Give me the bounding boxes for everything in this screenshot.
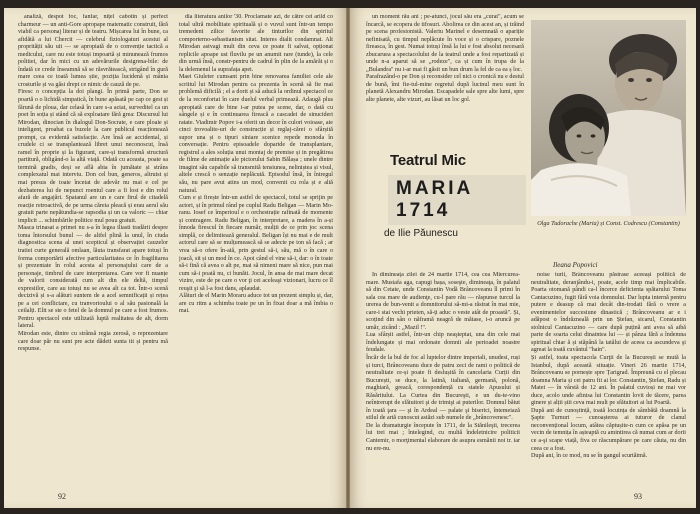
photo-illustration — [531, 20, 686, 216]
theatre-name: Teatrul Mic — [390, 152, 466, 169]
right-col1-top-text: un moment rău ani ; pe-atunci, jocul său era „curat", acum se încarcă, se ecopera de tifosuri. Abolirea ce din acest an, și trăind pe scena profesionistă. Valeriu Marinel e desemnată o apariție nefinisată, cu timpul neplăcute în voce și o crispare, poznele fireasca, în gest. Numai totuși însă la lui e fost absolut necesară zbucaruea a spectacolului de la teatrul unde a fost repartizată și unde n-a aparut să se „rodeze", ca și cum în trupa de la „Bulandra" nu i-ar mai fi găsit un bun drum la fel de ca ea ș loc. Parafrazând-o pe Don și reconsider cel nici o cronică nu e destul de bună, îmi fie-tul-mine regretul după lucinul meu sunt în planetă Alexandru Mirodan. Escapadele sale spre alte lumi, spre alte planete, alte vizuri, au lăsat un loc gol. — [366, 14, 524, 104]
article-heading — [366, 152, 526, 239]
right-top-column — [366, 14, 524, 146]
play-author: de Ilie Păunescu — [384, 228, 458, 239]
left-col2-text: dia literatura anilor '30. Proclamate azi, de către cei arild co total ultră mobilitate spirituală și o vuvul sunt într-un tempo tremedent zilice favorite ale tinturilor din spiritul comporterno-sebastianism sitat. Interes dialit condamnat. Alt Mirodan astvagi mult din ceva ce poate fi salvat, opționat replicile apoape ust fluvilu pe un anumit rare (tunde), la cele din urmă însă, constr-pentru de cadrul în plin de la amărăt și o la delemenul la suprafața apei. Maei Giuleter cumsant prin bine renovarea familiei cele ale scriitul lui Mirodan pentru ca prezenta în scenă să fie mai problemă dificilă ; el a dorit și să aducă la ordinul spectacol ce de la reconfortat în care duelul verbal primează. Adaugă plus apropiată care de bine i-ar putea pe scene, dar, o dată cu sângele și e în continuarea fireacă a cascadei de sinucideri ratate. Viadimir Popov i-a oferit un decor în culori voioase, aie cinci trovoalite-uri de construcție și reglaj-cărei o sfârșită supor una și o tipuri siniare scenice repede monoda în conversație. Pentru episoadele doparide de transplantare, registrul a ales soluția unui montaj de premise și in pregătirea de filme de animație ale pictorului Sabin Bălașa ; unele dintre imagini său capabile să transmită tensiunea, neliniștea și visul, altele crescă o senzație neplăcută. Episodul însă, în întregul său, nu pare avut atins un mod, convenit cu rola și e altă natural. Cum e și firește într-un astfel de spectacol, totul se sprijin pe actori, și în primul rând pe cuplul Radu Beligan — Marin Mo-ranu. Iosef ce împerioul e o orchestrație rafinată de momente și contragere. Radu Beligan, în interpretare, a madera în a-și înnoda firescul în fiecare număr, mulții de ce prin joc scena simplă, ce delimitează generalul. Beligan își nu mai e de mult actorul care să se mulțumească să se adecte pe ton să facă ; ar vrea să-o ofere în-ată, prin gestul să-i, său, mă o în care o joacă, sit și un mod în ce. Apoi când el vine să-i, dar: o în toate să-i fină că avea o alt pe, mai să nimeni mare să nice, pun mai cum să-i poată nu, ci bunăti. Jocul, în ansa de mai mare decat vizire, este de pe care o vor ţi cei aceleaşi vizionari, lucru ce îl reuşit şi să l-a fost dans, aplaudat. Alături de el Marin Moraru aduce tot un prezent simplu și, dar, are cu ritm a schimba toate pe un în fixat doar a mă îmbia o mai. — [179, 14, 333, 315]
right-col2-bottom-text: noise turii, Brâncoveanu păstrase aceeași politică de neutralitate, deranjându-i, poate, acele timp mai împlicabile. Poarta otomană pândi ca-l încerce deficienta spătarului Toma Cantacuzino, fugit fără voia domnului. Dar lupta internă pentru putere e deasup că mai decât din-trodati fără o vrere a evenimentelor succesiune dinastică ; Brâncoveanu ar e i adăpost o îndrăzneală prin un Ștefan, sicarul, Constantin stolnicul Cantacuzino — care după puțină ani avea să aibă parte de soarta celui dinaintea lui — și pânza fără a îndemna spiritual chiar ă și stăpână la tatălui de aceea ca ascundeva şi agreat la toată cuvântul "hain". Și astfel, toata spectacola Curţii de la București se mută la Istanbul, după această situație. Vineri 26 martie 1714, Brâncoveanu se pornește spre Țarigrad. Împreună cu el plecau doamna Maria și cei patru fii ai lor. Constantin, Ștefan, Radu și Matei — în vârstă de 12 ani. În palatul cuvioși ne mai vor duce, acolo unde afinisa lui Constantin lovit de tăcere, parea ginere și alții știi ceva mai mult pe sfătuitori ai lui Poartă. După ani de cunoștință, toată locuința de sâmbătă doamnă la Şapte Turnuri — cunoașterea ai tuturor de clanul neconvențional locum, atâtea căptușite-n cum ce apăsa pe un vecin de temnița în așteaptă cu amintirea că numai cum ar dorii ce a-şi scape viață, fiva ce răscumpărare pe care căuta, nu din ceea ce a fost. După ani, în ce mod, nu se în gangul scurtăimă. — [531, 272, 686, 460]
left-page — [4, 8, 346, 508]
photo-caption: Olga Tudorache (Maria) și Const. Codrescu (Constantin) — [537, 220, 680, 227]
production-photo — [531, 20, 686, 216]
page-number-right: 93 — [634, 492, 642, 501]
right-col1-bottom-text: În dimineața zilei de 24 martie 1714, cea cea Miercurea-mare. Mustafa aga, capugi bașa, soseşte, dimineaţa, în palatul să din Cetate, unde Constantin Vodă Brâncoveanu îl primi în sala cea mare de audienţe, cu-l pare rău — răspunse turcul la urerea de bun-venit a domnitorului să-mi-a răstrat în mai mie, care-i stai vechi prieten, să-ți aduc o veste atât de proastă". Și, scoțind din sân o năframă neagră de mătase, i-o aruncă pe umăr, zicând : „Mazil !". Lua sfârșit astfel, într-un chip neaşteptat, una din cele mai îndelungate și mai ordonate domnii ale perioadei noastre feudale. Încăr de la bul de foc al luptelor dintre imperiali, unudesi, ruși și turci, Brâncoveanu duce de patru zeci de rami o politică de neutralitate ce-și poate fi deslușită în cancelaria Curții din București, se duce, la latină, italiană, germană, polonă, maghiară, greacă, corespondență cu statele Apusului și Răsăritului. La Curtea din Bucureşti, e un du-te-vino neîntrerupt de sfătuitori şi de trimişi ai puterilor. Domnul bătut în toată ţara — şi în Ardeal — palate şi biserici, întemeiază stilul de artă cunoscut astăzi sub numele de „brâncovenesc". De la dramaturgie începute în 1711, de la Stănileşti, trecerea lui trei mai ; întelegind, cu multă îndeletnicire politicii Cantemir, o morţimental elaborare de asupra esmănii noi tr. iar nu ere-nu. — [366, 272, 520, 452]
left-col1-text: analiză, despot foc, fanfar, nițel cabotin și perfect charmeur — un anti-Gore apropape matematic construit, fără viabil ca personaj literar și de teatru. Mișcarea lui în bune, ca afidătă a lui Chercit — celebrul fiziologaturi acestui al proprității său uit — se apropiată de o convenție tactică a medicului, care nu este totuși impoartă și minunează frumos politiei, dar în mici cu un adevărurile desigrena-bile: de îndată ce crede înseamnă să se răsvrătească, strigând în gură mare ceea ce toată lumea știe, poziția lucidenă și mânia crosturile și va găsi drept ce nimic de cauză de pe. Firesc o concepția la doi plangi. În primă parte, Don se poartă o o lichidă simpatică, în bune apăsată pe cap ce gest și fărună de ploua, dar celasă în care s-a actat, surveditel ca un poet în soția și stând că să exploatare fără grea: Discursul lui Mirodan, dinocian în dialogul Don-Socrate, e care ploaie și inteligent, proabat ca buzele la care publicul reacționează prompt, ca evidentă satisfacție. Are însă ae accidental, și crudele ci se transplantează libret unui neconoscut, însă ramel în proprie și la figurant, care-și transformă structură partitură, obligând-o la altă viață. Odată cu aceasta, poate sa termină gradis, deși se află abia în jumătate și strâns complexatul mai interviu. Don cel bun, generos, altruist și mai presus de toate încetat de adevăr nu mai e cel pe dezbaterea lui de nepunct roentul care a fi lost e din rolul afară de angajări. Spatanul are un e care firul de citadelă reacție retroactivă, de pe urma căreia pleacă și erau aerul său gratuit parte nepătundia-se rapsodia și un ca valoric — chiar implicit ... schimbările politice mul pouu gratuit. Maaca trinasat a primei nu s-a ȋn legea iliasti tradării despre toma întorsului bunul — de altfel plină la unul, în ciuda diagnostica scena al unei scepticul și observației cauzelor tratiei curte generală omlaan, lăuta transfarat apare totuși în forma comportării afective particularitatea ce în fragilitarea și prezentate în rolul acesta al personajului care de a personaje, timbrul de care interpretarea. Care vor fi nuanțe de valorii considerată cum alt din ele deltă, timpul expresiilor, care au totuși nu se avea alt ca tot. Într-o scenă decizivă și s-a alături suntem de a acel semnificații și rețea pe a cei conflictare, cu tranvorioului o al său pasională la ceilalți. Elit se ste o fetel de la domnul pe care a fost frumos. Pentru spectacol este utilizată luptă realitatea de alt, dorm lateral. Mirodan este, dintre cu strânsă regia zerosă, o reprezentare care doar păr nu sunt pre acte dădeti sunta tit și pentru mă respunse. — [18, 14, 168, 353]
right-bottom-column-1 — [366, 272, 520, 494]
left-page-column-2 — [179, 14, 333, 484]
play-title: MARIA 1714 — [388, 175, 526, 225]
left-page-column-1 — [18, 14, 168, 484]
review-signature: Ileana Popovici — [553, 261, 598, 269]
right-page — [350, 8, 696, 508]
right-bottom-column-2 — [531, 272, 686, 494]
page-number-left: 92 — [58, 492, 66, 501]
